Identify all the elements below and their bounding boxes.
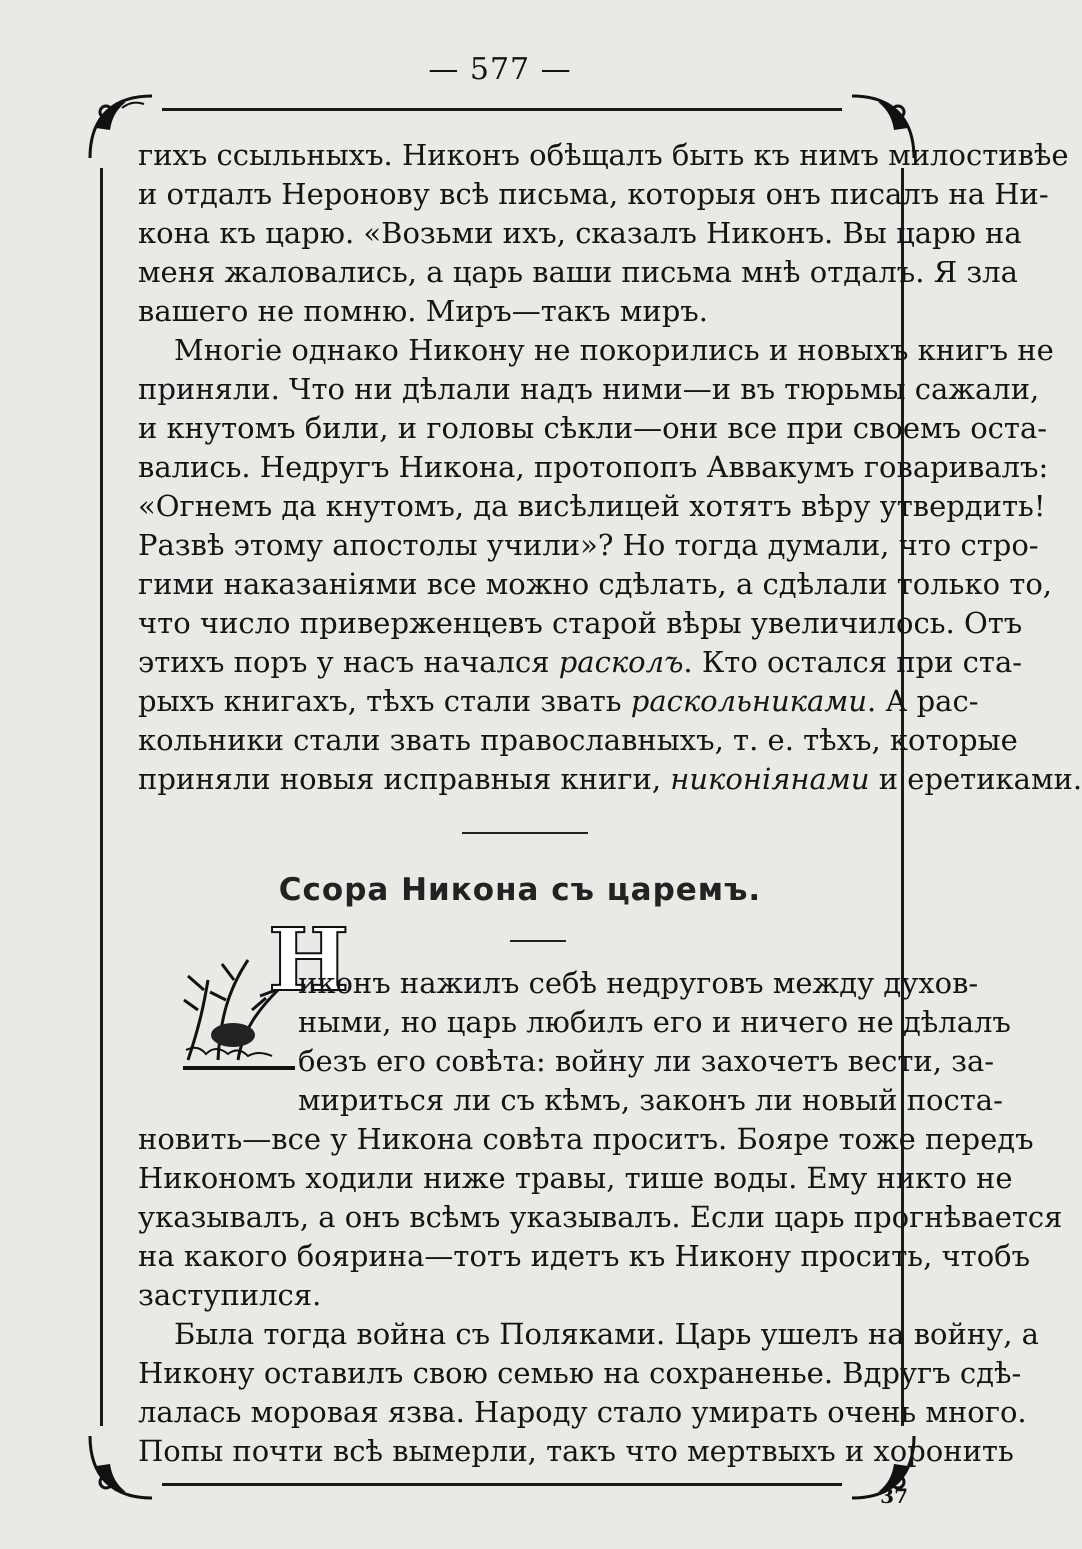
page-number: — 577 — <box>428 52 572 87</box>
text-line: гими наказаніями все можно сдѣлать, а сдѣлали только то, <box>138 567 1052 601</box>
text-block-top <box>138 136 1082 799</box>
text-line: лалась моровая язва. Народу стало умирать очень много. <box>138 1395 1027 1429</box>
italic-term: расколъ <box>558 645 684 679</box>
text-line: что число приверженцевъ старой вѣры увеличилось. Отъ <box>138 606 1023 640</box>
text-line: меня жаловались, а царь ваши письма мнѣ отдалъ. Я зла <box>138 255 1018 289</box>
text-line: и отдалъ Неронову всѣ письма, которыя онъ писалъ на Ни- <box>138 177 1049 211</box>
text-line: заступился. <box>138 1278 322 1312</box>
text-line: Была тогда война съ Поляками. Царь ушелъ на войну, а <box>174 1317 1039 1351</box>
section-divider <box>462 832 588 834</box>
heading-underline <box>510 940 566 942</box>
dropcap-letter: Н <box>268 910 350 1011</box>
text-line: кольники стали звать православныхъ, т. е. тѣхъ, которые <box>138 723 1018 757</box>
text-line: вались. Недругъ Никона, протопопъ Аввакумъ говаривалъ: <box>138 450 1049 484</box>
text-line: «Огнемъ да кнутомъ, да висѣлицей хотятъ вѣру утвердить! <box>138 489 1046 523</box>
text-line: ными, но царь любилъ его и ничего не дѣлалъ <box>298 1005 1011 1039</box>
text-line: приняли. Что ни дѣлали надъ ними—и въ тюрьмы сажали, <box>138 372 1040 406</box>
text-line: Развѣ этому апостолы учили»? Но тогда думали, что стро- <box>138 528 1039 562</box>
text-line: гихъ ссыльныхъ. Никонъ обѣщалъ быть къ нимъ милостивѣе <box>138 138 1069 172</box>
text-line: Попы почти всѣ вымерли, такъ что мертвыхъ и хоронить <box>138 1434 1014 1468</box>
text-line: и кнутомъ били, и головы сѣкли—они все при своемъ оста- <box>138 411 1048 445</box>
chapter-heading: Ссора Никона съ царемъ. <box>278 872 762 908</box>
text-line: вашего не помню. Миръ—такъ миръ. <box>138 294 708 328</box>
text-line: на какого боярина—тотъ идетъ къ Никону просить, чтобъ <box>138 1239 1031 1273</box>
signature-mark: 37 <box>880 1484 908 1508</box>
italic-term: раскольниками <box>630 684 867 718</box>
text-line: иконъ нажилъ себѣ недруговъ между духов- <box>298 966 979 1000</box>
text-line: мириться ли съ кѣмъ, законъ ли новый поста- <box>298 1083 1003 1117</box>
text-line: кона къ царю. «Возьми ихъ, сказалъ Никонъ. Вы царю на <box>138 216 1022 250</box>
text-line: новить—все у Никона совѣта проситъ. Бояре тоже передъ <box>138 1122 1034 1156</box>
text-line: Никономъ ходили ниже травы, тише воды. Ему никто не <box>138 1161 1013 1195</box>
text-line: рыхъ книгахъ, тѣхъ стали звать раскольниками. А рас- <box>138 684 979 718</box>
text-line: Никону оставилъ свою семью на сохраненье. Вдругъ сдѣ- <box>138 1356 1022 1390</box>
italic-term: никоніянами <box>670 762 870 796</box>
text-block-bottom <box>138 964 1063 1471</box>
text-line: этихъ поръ у насъ начался расколъ. Кто остался при ста- <box>138 645 1023 679</box>
text-line: указывалъ, а онъ всѣмъ указывалъ. Если царь прогнѣвается <box>138 1200 1063 1234</box>
text-line: приняли новыя исправныя книги, никоніянами и еретиками. <box>138 762 1082 796</box>
text-line: Многіе однако Никону не покорились и новыхъ книгъ не <box>174 333 1054 367</box>
text-line: безъ его совѣта: войну ли захочетъ вести, за- <box>298 1044 995 1078</box>
